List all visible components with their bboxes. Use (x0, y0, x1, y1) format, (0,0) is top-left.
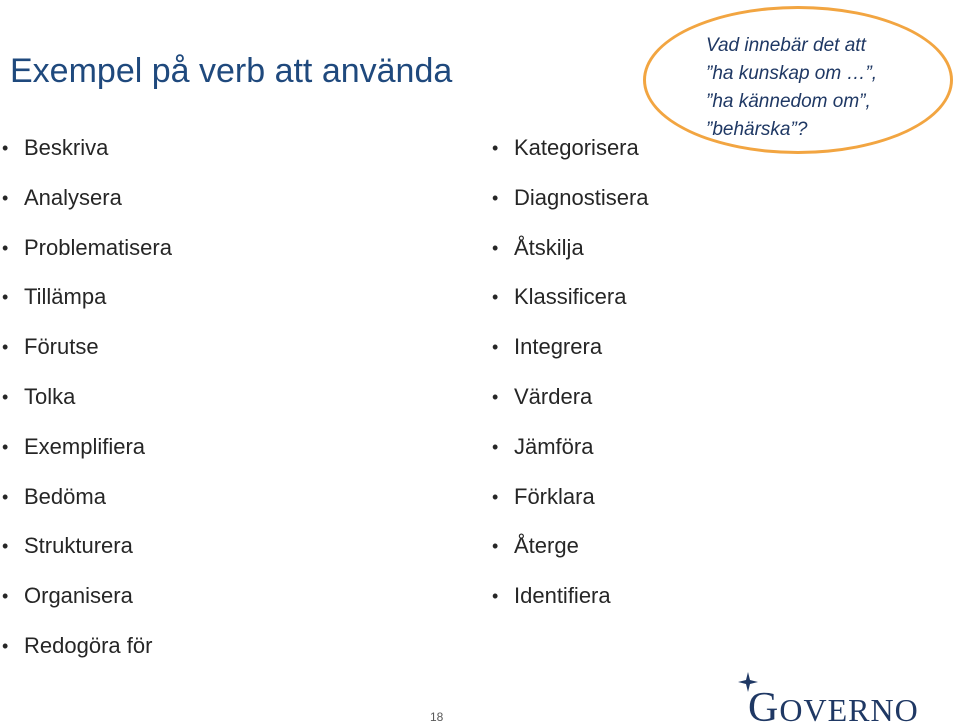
verb-label: Exemplifiera (24, 433, 146, 459)
governo-logo (738, 672, 938, 726)
logo-rest: OVERNO (779, 692, 919, 726)
verb-label: Beskriva (24, 135, 109, 160)
verb-label: Förklara (514, 483, 595, 509)
list-item (0, 381, 172, 431)
bullet-icon: • (2, 287, 9, 308)
verb-label: Bedöma (24, 483, 106, 509)
list-item (0, 431, 172, 481)
bullet-icon: • (2, 337, 9, 358)
list-item (0, 530, 172, 580)
verb-label: Tolka (24, 383, 76, 409)
verb-label: Förutse (24, 334, 99, 360)
bullet-icon: • (492, 138, 499, 158)
verb-label: Jämföra (514, 433, 594, 459)
bullet-icon: • (492, 237, 499, 258)
bullet-icon: • (2, 386, 9, 407)
verb-label: Kategorisera (514, 135, 639, 160)
bullet-icon: • (492, 486, 499, 507)
list-item (0, 132, 172, 182)
bullet-icon: • (2, 536, 9, 557)
verb-list-right (490, 132, 649, 630)
bullet-icon: • (492, 337, 499, 358)
list-item (0, 481, 172, 531)
verb-label: Klassificera (514, 284, 627, 310)
list-item (0, 331, 172, 381)
bullet-icon: • (492, 436, 499, 457)
list-item (490, 530, 649, 580)
bullet-icon: • (492, 536, 499, 557)
list-item (490, 331, 649, 381)
bullet-icon: • (492, 287, 499, 308)
logo-wordmark (748, 684, 919, 726)
verb-label: Integrera (514, 334, 603, 360)
logo-first-letter: G (748, 685, 780, 726)
list-item (490, 580, 649, 630)
list-item (0, 630, 172, 680)
bullet-icon: • (2, 237, 9, 258)
verb-list-left (0, 132, 172, 680)
bullet-icon: • (492, 386, 499, 407)
list-item (490, 132, 649, 182)
list-item (0, 182, 172, 232)
list-item (490, 481, 649, 531)
list-item (0, 232, 172, 282)
bullet-icon: • (492, 187, 499, 208)
verb-label: Redogöra för (24, 632, 153, 658)
verb-label: Problematisera (24, 234, 172, 260)
bullet-icon: • (2, 138, 9, 158)
verb-label: Åtskilja (514, 234, 584, 260)
slide-title: Exempel på verb att använda (10, 52, 453, 90)
verb-label: Tillämpa (24, 284, 107, 310)
verb-label: Strukturera (24, 533, 133, 559)
bullet-icon: • (492, 586, 499, 607)
verb-label: Återge (514, 533, 579, 559)
bullet-icon: • (2, 486, 9, 507)
page-number: 18 (430, 710, 444, 724)
list-item (0, 281, 172, 331)
verb-label: Analysera (24, 184, 122, 210)
bullet-icon: • (2, 436, 9, 457)
list-item (490, 182, 649, 232)
list-item (490, 431, 649, 481)
list-item (0, 580, 172, 630)
bullet-icon: • (2, 187, 9, 208)
bullet-icon: • (2, 635, 9, 656)
verb-label: Värdera (514, 383, 593, 409)
list-item (490, 232, 649, 282)
list-item (490, 381, 649, 431)
verb-label: Organisera (24, 583, 133, 609)
verb-label: Diagnostisera (514, 184, 649, 210)
bullet-icon: • (2, 586, 9, 607)
list-item (490, 281, 649, 331)
verb-label: Identifiera (514, 583, 611, 609)
callout-text: Vad innebär det att ”ha kunskap om …”, ”ha kännedom om”, ”behärska”? (706, 35, 878, 140)
